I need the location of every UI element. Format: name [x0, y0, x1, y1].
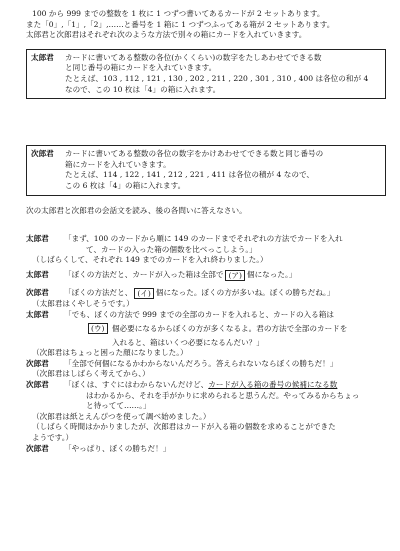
narration: （次郎君はしばらく考えてから、）	[32, 369, 150, 379]
speaker-taro: 太郎君	[26, 234, 49, 244]
jiro-method-line-4: この 6 枚は「4」の箱に入れます。	[65, 180, 186, 190]
dialogue-line	[26, 288, 386, 299]
dialogue-text: 個になった。」	[247, 269, 297, 279]
speaker-jiro: 次郎君	[26, 358, 49, 368]
jiro-method-box	[26, 145, 386, 195]
narration: （次郎君は紙とえんぴつを使って調べ始めました。）	[32, 411, 211, 421]
underlined-phrase: カードが入る箱の番号の候補になる数	[208, 380, 338, 390]
intro-line-2: また「0」,「1」,「2」,……と番号を 1 箱に 1 つずつふってある箱が 2 セットあります。	[26, 19, 335, 29]
dialogue-text: 「全部で何個になるかわからないんだろう。答えられないならぼくの勝ちだ！」	[64, 358, 338, 368]
speaker-taro: 太郎君	[26, 269, 49, 279]
narration: （太郎君はくやしそうです。）	[32, 298, 134, 308]
dialogue-line	[26, 444, 386, 455]
taro-method-box	[26, 49, 386, 99]
dialogue-text: 「ぼくは、すぐにはわからないんだけど、	[64, 380, 209, 390]
instruction: 次の太郎君と次郎君の会話文を読み、後の各問いに答えなさい。	[26, 205, 247, 215]
jiro-method-line-3: たとえば、114 , 122 , 141 , 212 , 221 , 411 は各位の積が 4 なので、	[65, 170, 314, 180]
speaker-taro: 太郎君	[26, 309, 49, 319]
taro-method-speaker: 太郎君	[31, 52, 54, 62]
speaker-jiro: 次郎君	[26, 287, 49, 297]
dialogue-text: 個になった。ぼくの方が多いね。ぼくの勝ちだね。」	[155, 287, 335, 297]
jiro-method-speaker: 次郎君	[31, 149, 54, 159]
intro-line-3: 太郎君と次郎君はそれぞれ次のような方法で別々の箱にカードを入れていきます。	[26, 30, 307, 40]
dialogue-text: 「やっぱり、ぼくの勝ちだ！」	[64, 443, 171, 453]
dialogue-line	[26, 359, 386, 370]
speaker-jiro: 次郎君	[26, 443, 49, 453]
dialogue-line	[26, 380, 386, 391]
answer-blank-a: (ア)	[225, 270, 245, 281]
narration: （しばらく時間はかかりましたが、次郎君はカードが入る箱の個数を求めることができた	[32, 422, 336, 432]
dialogue-text: 「ぼくの方法だと、カードが入った箱は全部で	[64, 269, 224, 279]
answer-blank-i: (イ)	[134, 288, 154, 299]
dialogue-continuation: はわかるから、それを手がかりに求められると思うんだ。やってみるからちょっ	[86, 390, 360, 400]
dialogue-text: 「ぼくの方法だと、	[64, 287, 133, 297]
dialogue-line	[26, 310, 386, 321]
dialogue-line	[26, 270, 386, 281]
dialogue-continuation: て、カードの入った箱の個数を比べっこしよう。」	[86, 244, 257, 254]
document-page	[26, 9, 386, 454]
jiro-method-line-2: 箱にカードを入れていきます。	[65, 159, 171, 169]
narration: （次郎君はちょっと困った顔になりました。）	[32, 348, 188, 358]
narration: （しばらくして、それぞれ 149 までのカードを入れ終わりました。）	[32, 255, 268, 265]
dialogue-continuation: と待ってて……。」	[86, 401, 151, 411]
dialogue-text: 個必要になるからぼくの方が多くなるよ。君の方法で全部のカードを	[111, 324, 348, 334]
intro-line-1: 100 から 999 までの整数を 1 枚に 1 つずつ書いてあるカードが 2 セットあります。	[32, 9, 325, 18]
dialogue-continuation	[26, 323, 386, 335]
narration-continuation: ようです。）	[32, 433, 74, 443]
dialogue-text: 「まず、100 のカードから順に 149 のカードまでそれぞれの方法でカードを入れ	[64, 234, 343, 244]
dialogue-continuation: 入れると、箱はいくつ必要になるんだい？」	[112, 337, 264, 347]
dialogue-text: 「でも、ぼくの方法で 999 までの全部のカードを入れると、カードの入る箱は	[64, 309, 334, 319]
answer-blank-u: (ウ)	[88, 323, 108, 334]
taro-method-line-1: カードに書いてある整数の各位(かくくらい)の数字をたしあわせてできる数	[65, 52, 322, 62]
dialogue-line	[26, 234, 386, 245]
taro-method-line-3: たとえば、103 , 112 , 121 , 130 , 202 , 211 , 220 , 301 , 310 , 400 は各位の和が 4	[65, 73, 369, 83]
taro-method-line-4: なので、この 10 枚は「4」の箱に入れます。	[65, 84, 221, 94]
taro-method-line-2: と同じ番号の箱にカードを入れていきます。	[65, 63, 217, 73]
speaker-jiro: 次郎君	[26, 380, 49, 390]
jiro-method-line-1: カードに書いてある整数の各位の数字をかけあわせてできる数と同じ番号の	[65, 149, 324, 159]
